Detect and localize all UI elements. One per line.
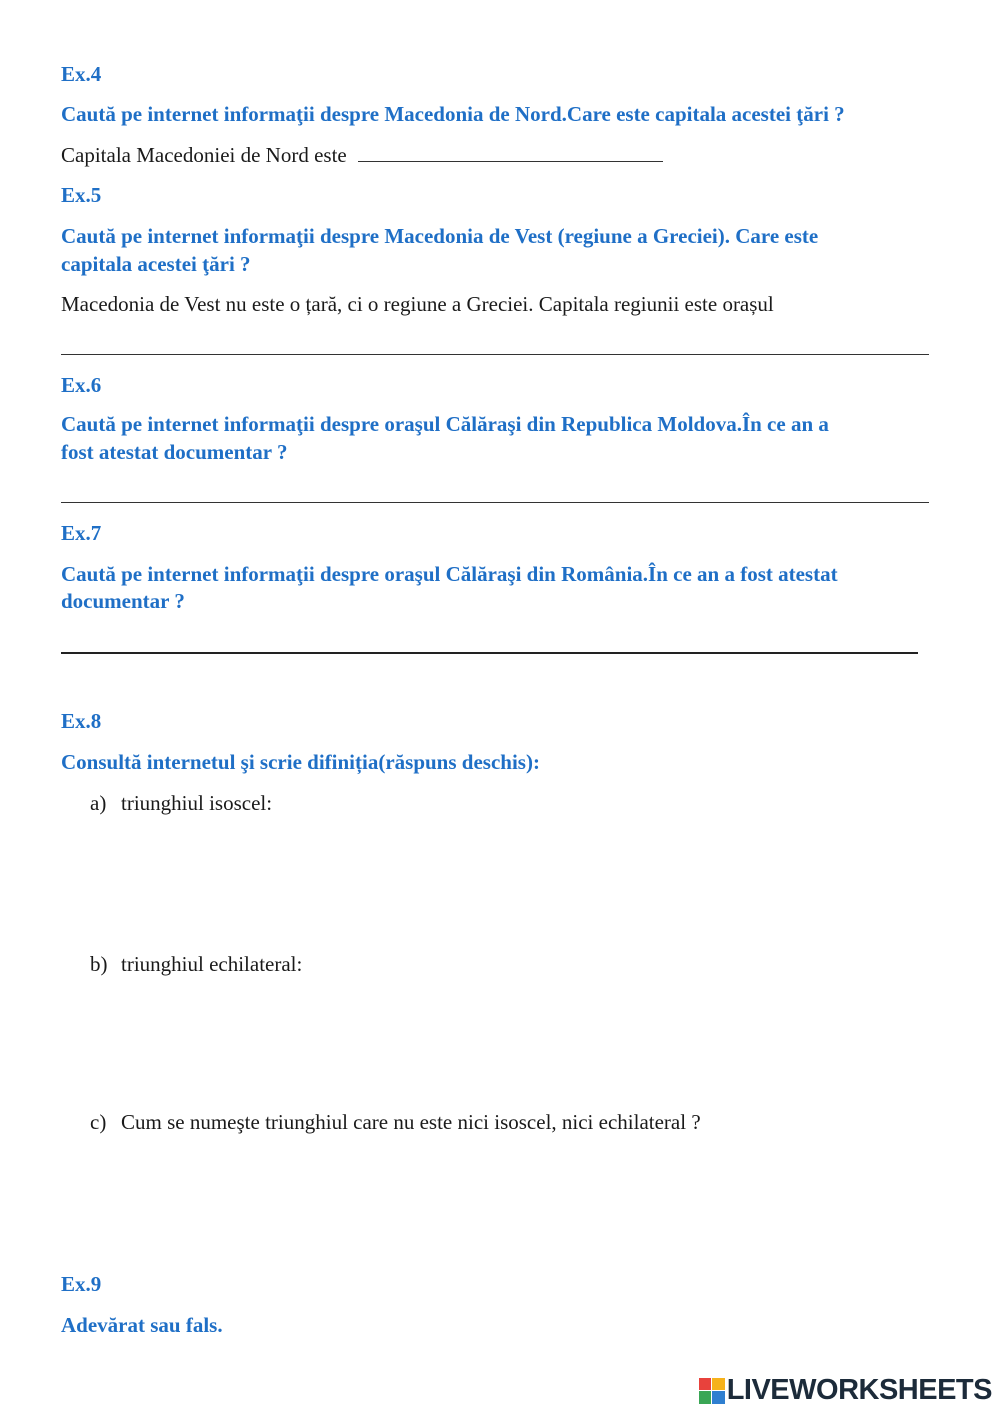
ex5-question-line2: capitala acestei ţări ? <box>61 252 251 276</box>
ex8-item-b-marker: b) <box>90 952 108 976</box>
ex4-answer-row <box>61 143 663 168</box>
ex6-label: Ex.6 <box>61 373 102 397</box>
ex5-question-line1: Caută pe internet informaţii despre Macedonia de Vest (regiune a Greciei). Care este <box>61 224 819 248</box>
ex6-answer-line[interactable] <box>61 502 929 503</box>
ex5-answer-line[interactable] <box>61 354 929 355</box>
liveworksheets-logo-text: LIVEWORKSHEETS <box>726 1374 992 1406</box>
ex7-question-line1: Caută pe internet informaţii despre oraşul Călăraşi din România.În ce an a fost atestat <box>61 562 838 586</box>
ex7-label: Ex.7 <box>61 521 102 545</box>
ex5-label: Ex.5 <box>61 183 102 207</box>
ex8-item-a-text: triunghiul isoscel: <box>121 791 273 815</box>
ex7-answer-line[interactable] <box>61 652 918 654</box>
ex8-item-b-text: triunghiul echilateral: <box>121 952 303 976</box>
ex8-item-c-text: Cum se numeşte triunghiul care nu este nici isoscel, nici echilateral ? <box>121 1110 701 1134</box>
ex8-label: Ex.8 <box>61 709 102 733</box>
ex9-instruction: Adevărat sau fals. <box>61 1313 223 1337</box>
ex7-question-line2: documentar ? <box>61 589 185 613</box>
ex6-question-line1: Caută pe internet informaţii despre oraşul Călăraşi din Republica Moldova.În ce an a <box>61 412 829 436</box>
liveworksheets-logo-icon <box>699 1378 725 1404</box>
ex8-item-c-marker: c) <box>90 1110 107 1134</box>
ex8-item-a-marker: a) <box>90 791 107 815</box>
ex6-question-line2: fost atestat documentar ? <box>61 440 288 464</box>
ex9-label: Ex.9 <box>61 1272 102 1296</box>
ex4-question: Caută pe internet informaţii despre Macedonia de Nord.Care este capitala acestei ţări ? <box>61 102 845 126</box>
ex5-statement: Macedonia de Vest nu este o țară, ci o regiune a Greciei. Capitala regiunii este orașul <box>61 292 774 316</box>
ex4-label: Ex.4 <box>61 62 102 86</box>
ex8-instruction: Consultă internetul şi scrie difiniția(răspuns deschis): <box>61 750 540 774</box>
ex4-answer-blank[interactable] <box>358 147 663 162</box>
liveworksheets-logo <box>699 1374 992 1407</box>
ex4-answer-prefix: Capitala Macedoniei de Nord este <box>61 143 347 167</box>
